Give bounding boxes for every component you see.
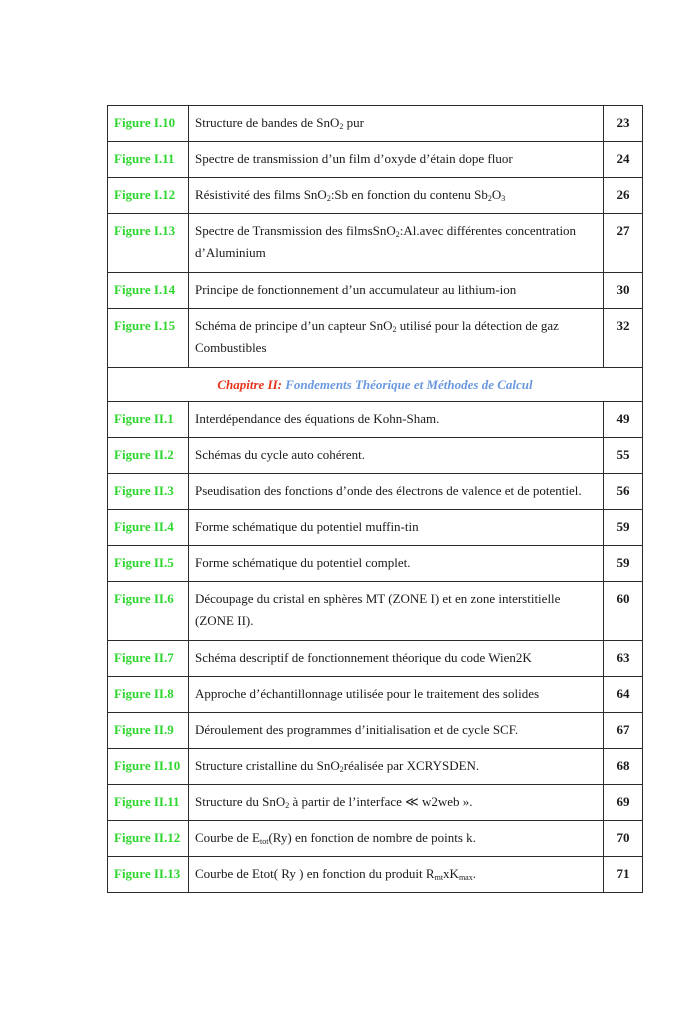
- figure-title-subscript: 2: [339, 765, 344, 774]
- figure-title: [189, 178, 604, 214]
- figure-page-number: 63: [604, 641, 643, 677]
- figure-title-text: réalisée par XCRYSDEN.: [343, 758, 480, 773]
- figure-row: [108, 474, 643, 510]
- figure-title: [189, 309, 604, 368]
- figure-title-text: .: [472, 866, 476, 881]
- figure-row: [108, 510, 643, 546]
- figure-row: [108, 582, 643, 641]
- figure-label: Figure I.13: [108, 214, 189, 273]
- figure-label: Figure II.9: [108, 713, 189, 749]
- figure-title-text: Schéma de principe d’un capteur SnO: [195, 318, 393, 333]
- figure-row: [108, 106, 643, 142]
- figure-title-text: Résistivité des films SnO: [195, 187, 327, 202]
- figure-row: [108, 677, 643, 713]
- figure-title-subscript: 2: [395, 230, 400, 239]
- figure-title: [189, 582, 604, 641]
- figure-title: [189, 857, 604, 893]
- figure-row: [108, 713, 643, 749]
- figure-page-number: 32: [604, 309, 643, 368]
- figure-row: [108, 785, 643, 821]
- figure-title: [189, 474, 604, 510]
- figure-row: [108, 309, 643, 368]
- figure-list-table: [107, 105, 643, 893]
- figure-title-subscript: max: [458, 873, 473, 882]
- figure-page-number: 55: [604, 438, 643, 474]
- figure-title-text: Approche d’échantillonnage utilisée pour le traitement des solides: [195, 686, 540, 701]
- figure-title-text: Principe de fonctionnement d’un accumulateur au lithium-ion: [195, 282, 517, 297]
- figure-title-subscript: 2: [326, 194, 331, 203]
- figure-page-number: 30: [604, 273, 643, 309]
- figure-page-number: 24: [604, 142, 643, 178]
- figure-list-part1: [108, 106, 643, 368]
- figure-title-text: Forme schématique du potentiel complet.: [195, 555, 411, 570]
- figure-title-text: (Ry) en fonction de nombre de points k.: [268, 830, 476, 845]
- figure-row: [108, 857, 643, 893]
- figure-title-text: Interdépendance des équations de Kohn-Sham.: [195, 411, 440, 426]
- figure-row: [108, 402, 643, 438]
- figure-page-number: 69: [604, 785, 643, 821]
- figure-title-subscript: 2: [339, 122, 344, 131]
- figure-page-number: 49: [604, 402, 643, 438]
- figure-title-text: Spectre de Transmission des filmsSnO: [195, 223, 396, 238]
- figure-title-text: :Sb en fonction du contenu Sb: [330, 187, 488, 202]
- figure-title-subscript: 3: [501, 194, 506, 203]
- figure-title: [189, 641, 604, 677]
- figure-title-subscript: 2: [285, 801, 290, 810]
- figure-title-text: Structure du SnO: [195, 794, 286, 809]
- figure-row: [108, 178, 643, 214]
- figure-title-text: utilisé pour la détection de gaz Combustibles: [195, 318, 559, 355]
- chapter-section: [108, 368, 643, 402]
- figure-row: [108, 546, 643, 582]
- figure-label: Figure II.12: [108, 821, 189, 857]
- chapter-title: Fondements Théorique et Méthodes de Calcul: [282, 377, 533, 392]
- chapter-heading: [108, 368, 643, 402]
- figure-title: [189, 785, 604, 821]
- figure-label: Figure I.11: [108, 142, 189, 178]
- figure-page-number: 68: [604, 749, 643, 785]
- figure-title-text: O: [491, 187, 502, 202]
- chapter-colon: :: [277, 377, 283, 392]
- figure-title-text: à partir de l’interface ≪ w2web ».: [289, 794, 473, 809]
- figure-label: Figure II.11: [108, 785, 189, 821]
- figure-label: Figure II.10: [108, 749, 189, 785]
- figure-title-text: Schéma descriptif de fonctionnement théorique du code Wien2K: [195, 650, 532, 665]
- figure-row: [108, 641, 643, 677]
- figure-label: Figure II.2: [108, 438, 189, 474]
- figure-label: Figure II.5: [108, 546, 189, 582]
- figure-title: [189, 821, 604, 857]
- figure-title-text: :Al.avec différentes concentration d’Aluminium: [195, 223, 577, 260]
- figure-page-number: 23: [604, 106, 643, 142]
- figure-label: Figure I.15: [108, 309, 189, 368]
- figure-label: Figure II.1: [108, 402, 189, 438]
- figure-row: [108, 821, 643, 857]
- figure-page-number: 70: [604, 821, 643, 857]
- figure-label: Figure I.14: [108, 273, 189, 309]
- figure-title: [189, 106, 604, 142]
- figure-title-text: Forme schématique du potentiel muffin-tin: [195, 519, 419, 534]
- figure-title: [189, 546, 604, 582]
- figure-page-number: 64: [604, 677, 643, 713]
- figure-title-text: pur: [343, 115, 365, 130]
- figure-row: [108, 142, 643, 178]
- figure-title: [189, 713, 604, 749]
- figure-title-text: Structure de bandes de SnO: [195, 115, 340, 130]
- figure-label: Figure I.12: [108, 178, 189, 214]
- chapter-name: Chapitre II: [217, 377, 278, 392]
- figure-page-number: 59: [604, 546, 643, 582]
- figure-title-text: xK: [443, 866, 459, 881]
- figure-page-number: 56: [604, 474, 643, 510]
- figure-row: [108, 438, 643, 474]
- figure-row: [108, 214, 643, 273]
- figure-title-text: Découpage du cristal en sphères MT (ZONE I) et en zone interstitielle (ZONE II).: [195, 591, 561, 628]
- figure-page-number: 71: [604, 857, 643, 893]
- figure-page-number: 27: [604, 214, 643, 273]
- figure-title: [189, 438, 604, 474]
- figure-label: Figure II.13: [108, 857, 189, 893]
- figure-title: [189, 142, 604, 178]
- figure-label: Figure II.3: [108, 474, 189, 510]
- figure-page-number: 59: [604, 510, 643, 546]
- figure-title-text: Courbe de E: [195, 830, 260, 845]
- figure-page-number: 67: [604, 713, 643, 749]
- figure-title: [189, 402, 604, 438]
- figure-title-subscript: 2: [487, 194, 492, 203]
- figure-list-part2: [108, 402, 643, 893]
- figure-title-text: Pseudisation des fonctions d’onde des électrons de valence et de potentiel.: [195, 483, 582, 498]
- figure-title-text: Spectre de transmission d’un film d’oxyde d’étain dope fluor: [195, 151, 513, 166]
- figure-title-text: Déroulement des programmes d’initialisation et de cycle SCF.: [195, 722, 519, 737]
- figure-title-text: Structure cristalline du SnO: [195, 758, 340, 773]
- chapter-row: [108, 368, 643, 402]
- figure-label: Figure II.4: [108, 510, 189, 546]
- figure-title: [189, 749, 604, 785]
- figure-page-number: 26: [604, 178, 643, 214]
- figure-page-number: 60: [604, 582, 643, 641]
- figure-title: [189, 677, 604, 713]
- figure-row: [108, 273, 643, 309]
- figure-title: [189, 214, 604, 273]
- figure-title: [189, 273, 604, 309]
- figure-row: [108, 749, 643, 785]
- figure-label: Figure II.8: [108, 677, 189, 713]
- figure-label: Figure II.6: [108, 582, 189, 641]
- figure-title-subscript: mt: [434, 873, 444, 882]
- figure-title-subscript: tot: [259, 837, 269, 846]
- figure-label: Figure I.10: [108, 106, 189, 142]
- figure-label: Figure II.7: [108, 641, 189, 677]
- figure-title-subscript: 2: [392, 325, 397, 334]
- figure-title-text: Schémas du cycle auto cohérent.: [195, 447, 366, 462]
- figure-title: [189, 510, 604, 546]
- figure-title-text: Courbe de Etot( Ry ) en fonction du produit R: [195, 866, 435, 881]
